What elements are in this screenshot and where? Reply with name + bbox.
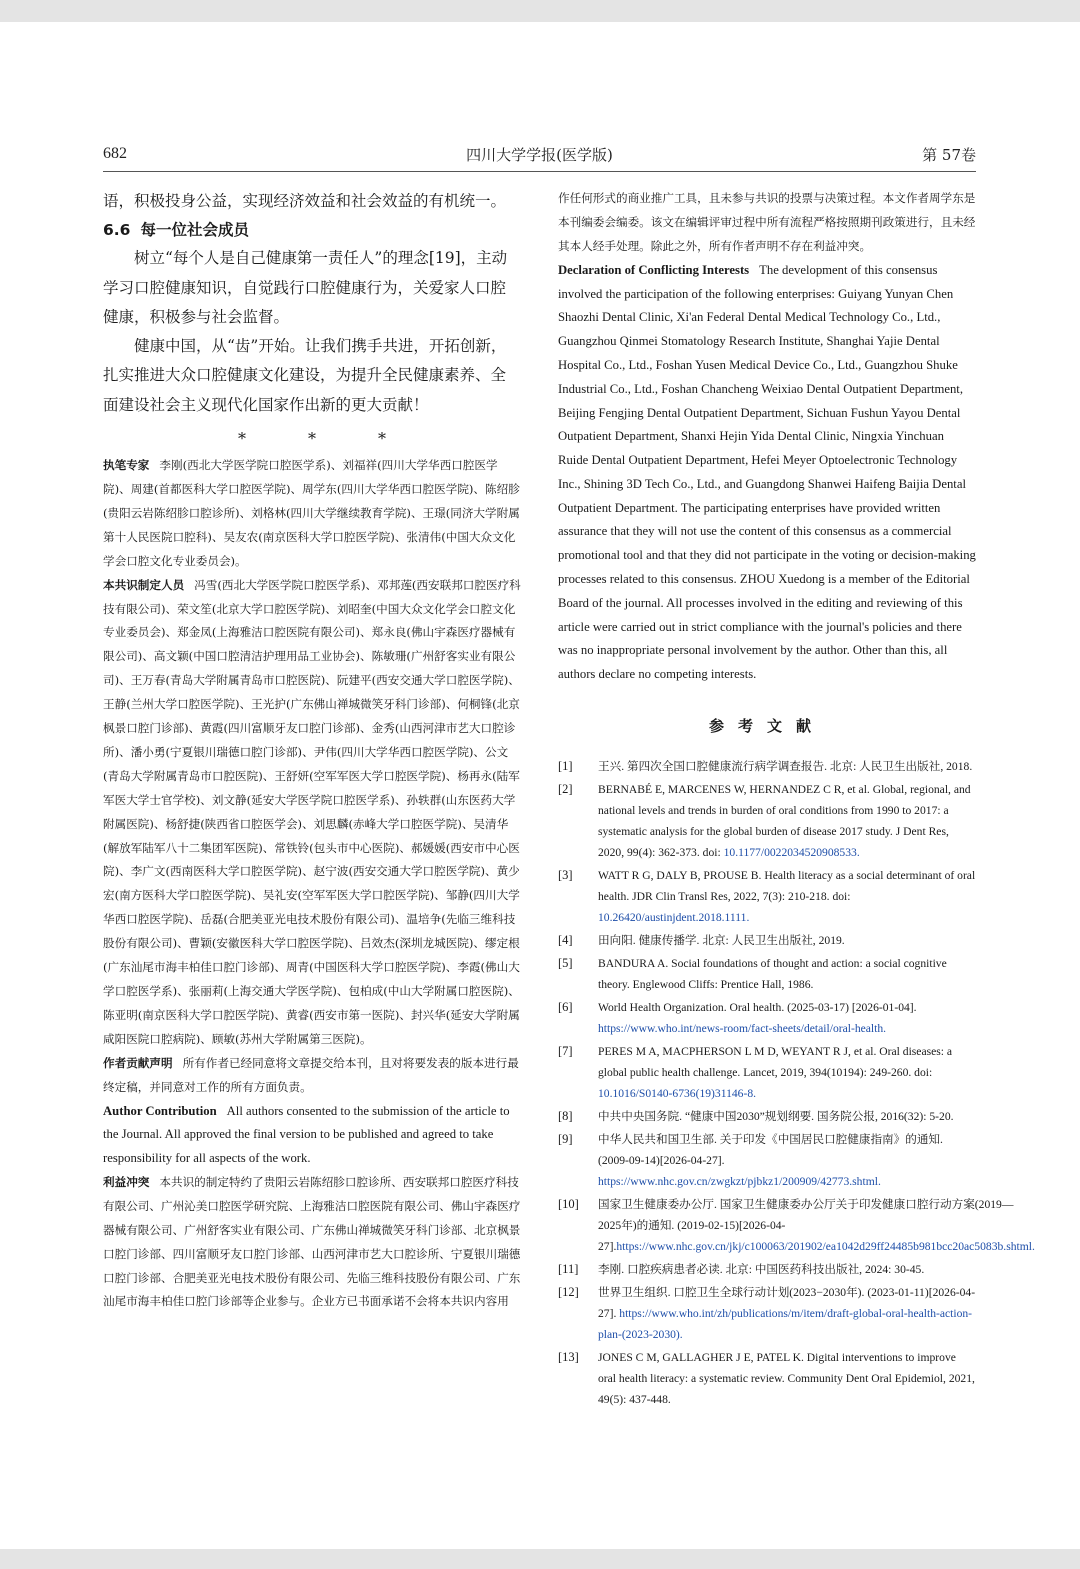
references-title: 参考文献 <box>708 717 825 736</box>
reference-text: 中共中央国务院. “健康中国2030”规划纲要. 国务院公报, 2016(32): 5-20. <box>598 1110 954 1124</box>
members-label: 本共识制定人员 <box>103 577 185 592</box>
reference-link[interactable]: https://www.who.int/zh/publications/m/item/draft-global-oral-health-action-plan-(2023-2030). <box>598 1307 973 1342</box>
coi-en-text: The development of this consensus involved the participation of the following enterprises: Guiyang Yunyan Chen Shaozhi Dental Clinic, Xi'an Federal Dental Medical Technology Co., Ltd., Guangzhou Qinmei Stomatology Research Institute, Shanghai Yajie Dental Hospital Co., Ltd., Foshan Yusen Medical Device Co., Ltd., Guangzhou Shuke Industrial Co., Ltd., Foshan Chancheng Weixiao Dental Outpatient Department, Beijing Fengjing Dental Outpatient Department, Sichuan Fushun Yayou Dental Outpatient Department, Shanxi Hejin Yida Dental Clinic, Ningxia Yinchuan Ruide Dental Outpatient Department, Hefei Meyer Optoelectronic Technology Inc., Shining 3D Tech Co., Ltd., and Guangdong Shanwei Haifeng Baijia Dental Outpatient Department. The participating enterprises have provided written assurance that they will not use the content of this consensus as a commercial promotional tool and that they did not participate in the voting or decision-making processes related to this consensus. ZHOU Xuedong is a member of the Editorial Board of the journal. All processes involved in the editing and reviewing of this article were carried out in strict compliance with the journal's policies and there was no inappropriate personal involvement by the author. Other than this, all authors declare no competing interests. <box>558 262 976 682</box>
reference-number: [5] <box>558 956 573 971</box>
reference-number: [7] <box>558 1044 573 1059</box>
experts-block <box>103 454 521 574</box>
volume-label: 第 57卷 <box>922 146 976 164</box>
section-heading <box>103 216 521 244</box>
header-rule <box>103 171 976 172</box>
section-divider-stars <box>103 420 521 454</box>
reference-text: 田向阳. 健康传播学. 北京: 人民卫生出版社, 2019. <box>598 934 845 948</box>
reference-number: [1] <box>558 759 573 774</box>
reference-text: 王兴. 第四次全国口腔健康流行病学调查报告. 北京: 人民卫生出版社, 2018. <box>598 760 973 774</box>
star: * <box>378 429 386 449</box>
journal-title: 四川大学学报(医学版) <box>466 146 613 164</box>
reference-link[interactable]: https://www.nhc.gov.cn/jkj/c100063/201902/ea1042d29ff24485b981bcc20ac5083b.shtml. <box>616 1240 1035 1254</box>
coi-cn-continued: 作任何形式的商业推广工具，且未参与共识的投票与决策过程。本文作者周学东是本刊编委会编委。该文在编辑评审过程中所有流程严格按照期刊政策进行，且未经其本人经手处理。除此之外，所有作者声明不存在利益冲突。 <box>558 191 976 253</box>
reference-link[interactable]: https://www.nhc.gov.cn/zwgkzt/pjbkz1/200909/42773.shtml. <box>598 1175 881 1189</box>
reference-item <box>558 1129 976 1192</box>
right-column <box>558 187 1035 1412</box>
reference-text: JONES C M, GALLAGHER J E, PATEL K. Digital interventions to improve oral health literacy: a systematic review. Community Dent Oral Epidemiol, 2021, 49(5): 437-448. <box>598 1351 975 1407</box>
experts-text: 李刚(西北大学医学院口腔医学系)、刘福祥(四川大学华西口腔医学院)、周建(首都医科大学口腔医学院)、周学东(四川大学华西口腔医学院)、陈绍胗(贵阳云岩陈绍胗口腔诊所)、刘格林(四川大学继续教育学院)、王璟(同济大学附属第十人民医院口腔科)、吴友农(南京医科大学口腔医学院)、张清伟(中国大众文化学会口腔文化专业委员会)。 <box>103 458 520 568</box>
section-number: 6.6 <box>103 221 131 240</box>
running-header <box>103 143 976 169</box>
page-number: 682 <box>103 145 127 162</box>
reference-item <box>558 930 976 951</box>
contribution-en-text: All authors consented to the submission of the article to the Journal. All approved the final version to be published and agreed to take responsibility for all aspects of the work. <box>103 1103 510 1166</box>
reference-link[interactable]: https://www.who.int/news-room/fact-sheets/detail/oral-health. <box>598 1022 887 1036</box>
reference-text: 李刚. 口腔疾病患者必读. 北京: 中国医药科技出版社, 2024: 30-45. <box>598 1263 925 1277</box>
reference-text: 国家卫生健康委办公厅. 国家卫生健康委办公厅关于印发健康口腔行动方案(2019—2025年)的通知. (2019-02-15)[2026-04-27].https://www.nhc.gov.cn/jkj/c100063/201902/ea1042d29ff24485b981bcc20ac5083b.shtml. <box>598 1198 1035 1254</box>
reference-list <box>558 756 1035 1410</box>
section-title: 每一位社会成员 <box>140 221 249 240</box>
reference-link[interactable]: 10.26420/austinjdent.2018.1111. <box>598 911 750 925</box>
reference-text: WATT R G, DALY B, PROUSE B. Health literacy as a social determinant of oral health. JDR Clin Transl Res, 2022, 7(3): 210-218. doi: 10.26420/austinjdent.2018.1111. <box>598 869 976 925</box>
reference-number: [2] <box>558 782 573 797</box>
reference-item <box>558 1259 976 1280</box>
reference-text: BERNABÉ E, MARCENES W, HERNANDEZ C R, et al. Global, regional, and national levels and trends in burden of oral conditions from 1990 to 2017: a systematic analysis for the global burden of disease 2017 study. J Dent Res, 2020, 99(4): 362-373. doi: 10.1177/0022034520908533. <box>598 783 971 860</box>
reference-item <box>558 1041 976 1104</box>
star: * <box>308 429 316 449</box>
members-text: 冯雪(西北大学医学院口腔医学系)、邓邦莲(西安联邦口腔医疗科技有限公司)、荣文笙(北京大学口腔医学院)、刘昭奎(中国大众文化学会口腔文化专业委员会)、郑金凤(上海雅洁口腔医院有限公司)、郑永良(佛山宇森医疗器械有限公司)、高文颖(中国口腔清洁护理用品工业协会)、陈敏珊(广州舒客实业有限公司)、王万春(青岛大学附属青岛市口腔医院)、阮建平(西安交通大学口腔医学院)、王静(兰州大学口腔医学院)、王光护(广东佛山禅城微笑牙科门诊部)、何桐锋(北京枫景口腔门诊部)、黄霞(四川富顺牙友口腔门诊部)、金秀(山西河津市艺大口腔诊所)、潘小勇(宁夏银川瑞德口腔门诊部)、尹伟(四川大学华西口腔医学院)、公文(青岛大学附属青岛市口腔医院)、王舒妍(空军军医大学口腔医学院)、杨再永(陆军军医大学士官学校)、刘文静(延安大学医学院口腔医学系)、孙轶群(山东医药大学附属医院)、杨舒捷(陕西省口腔医学会)、刘思麟(赤峰大学口腔医学院)、吴清华(解放军陆军八十二集团军医院)、常铁铃(包头市中心医院)、郝媛媛(西安市中心医院)、李广文(西南医科大学口腔医学院)、赵宁波(西安交通大学口腔医学院)、黄少宏(南方医科大学口腔医学院)、吴礼安(空军军医大学口腔医学院)、邹静(四川大学华西口腔医学院)、岳磊(合肥美亚光电技术股份有限公司)、温培争(先临三维科技股份有限公司)、曹颖(安徽医科大学口腔医学院)、吕效杰(深圳龙城医院)、缪定根(广东汕尾市海丰柏佳口腔门诊部)、周青(中国医科大学口腔医学院)、李霞(佛山大学口腔医学系)、张丽莉(上海交通大学医学院)、包柏成(中山大学附属口腔医院)、陈亚明(南京医科大学口腔医学院)、黄睿(西安市第一医院)、封兴华(延安大学附属咸阳医院口腔病院)、顾敏(苏州大学附属第三医院)。 <box>103 577 521 1046</box>
reference-number: [4] <box>558 933 573 948</box>
reference-item <box>558 1106 976 1127</box>
coi-en-block <box>558 259 976 687</box>
top-gray-band <box>0 0 1080 22</box>
paragraph-continued: 语，积极投身公益，实现经济效益和社会效益的有机统一。 <box>103 192 507 210</box>
members-block <box>103 574 521 1052</box>
reference-item <box>558 997 976 1039</box>
paragraph-2: 健康中国，从“齿”开始。让我们携手共进，开拓创新，扎实推进大众口腔健康文化建设，为提升全民健康素养、全面建设社会主义现代化国家作出新的更大贡献！ <box>103 337 507 414</box>
reference-item <box>558 1347 976 1410</box>
reference-text: 世界卫生组织. 口腔卫生全球行动计划(2023−2030年). (2023-01-11)[2026-04-27]. https://www.who.int/zh/publications/m/item/draft-global-oral-health-action-plan-(2023-2030). <box>598 1286 976 1342</box>
reference-text: World Health Organization. Oral health. (2025-03-17) [2026-01-04]. https://www.who.int/news-room/fact-sheets/detail/oral-health. <box>598 1001 917 1036</box>
coi-en-label: Declaration of Conflicting Interests <box>558 262 750 277</box>
reference-link[interactable]: 10.1177/0022034520908533. <box>723 846 860 860</box>
reference-item <box>558 953 976 995</box>
reference-number: [10] <box>558 1197 579 1212</box>
contribution-en-block <box>103 1100 521 1171</box>
experts-label: 执笔专家 <box>103 458 150 473</box>
reference-link[interactable]: 10.1016/S0140-6736(19)31146-8. <box>598 1087 757 1101</box>
coi-cn-text: 本共识的制定特约了贵阳云岩陈绍胗口腔诊所、西安联邦口腔医疗科技有限公司、广州沁美口腔医学研究院、上海雅洁口腔医院有限公司、佛山宇森医疗器械有限公司、广州舒客实业有限公司、广东佛山禅城微笑牙科门诊部、北京枫景口腔门诊部、四川富顺牙友口腔门诊部、山西河津市艺大口腔诊所、宁夏银川瑞德口腔门诊部、合肥美亚光电技术股份有限公司、先临三维科技股份有限公司、广东汕尾市海丰柏佳口腔门诊部等企业参与。企业方已书面承诺不会将本共识内容用 <box>103 1174 521 1309</box>
reference-number: [12] <box>558 1285 579 1300</box>
reference-number: [3] <box>558 868 573 883</box>
contribution-cn-text: 所有作者已经同意将文章提交给本刊，且对将要发表的版本进行最终定稿，并同意对工作的所有方面负责。 <box>103 1055 519 1094</box>
coi-cn-block <box>103 1171 521 1314</box>
reference-number: [11] <box>558 1262 579 1277</box>
reference-text: 中华人民共和国卫生部. 关于印发《中国居民口腔健康指南》的通知. (2009-09-14)[2026-04-27]. https://www.nhc.gov.cn/zwgkzt/pjbkz1/200909/42773.shtml. <box>598 1133 943 1189</box>
left-column <box>103 187 521 1314</box>
reference-text: BANDURA A. Social foundations of thought and action: a social cognitive theory. Englewood Cliffs: Prentice Hall, 1986. <box>598 957 947 992</box>
reference-item <box>558 779 976 863</box>
contribution-en-label: Author Contribution <box>103 1103 217 1118</box>
reference-text: PERES M A, MACPHERSON L M D, WEYANT R J, et al. Oral diseases: a global public health challenge. Lancet, 2019, 394(10194): 249-260. doi: 10.1016/S0140-6736(19)31146-8. <box>598 1045 953 1101</box>
contribution-cn-block <box>103 1052 521 1100</box>
contribution-cn-label: 作者贡献声明 <box>103 1055 173 1070</box>
bottom-gray-band <box>0 1549 1080 1569</box>
star: * <box>238 429 246 449</box>
reference-item <box>558 1282 976 1345</box>
reference-number: [8] <box>558 1109 573 1124</box>
paragraph-1: 树立“每个人是自己健康第一责任人”的理念[19]，主动学习口腔健康知识，自觉践行口腔健康行为，关爱家人口腔健康，积极参与社会监督。 <box>103 249 508 326</box>
reference-item <box>558 865 976 928</box>
coi-cn-label: 利益冲突 <box>103 1174 150 1189</box>
reference-item <box>558 756 976 777</box>
reference-number: [13] <box>558 1350 579 1365</box>
reference-item <box>558 1194 1035 1257</box>
reference-number: [6] <box>558 1000 573 1015</box>
reference-number: [9] <box>558 1132 573 1147</box>
